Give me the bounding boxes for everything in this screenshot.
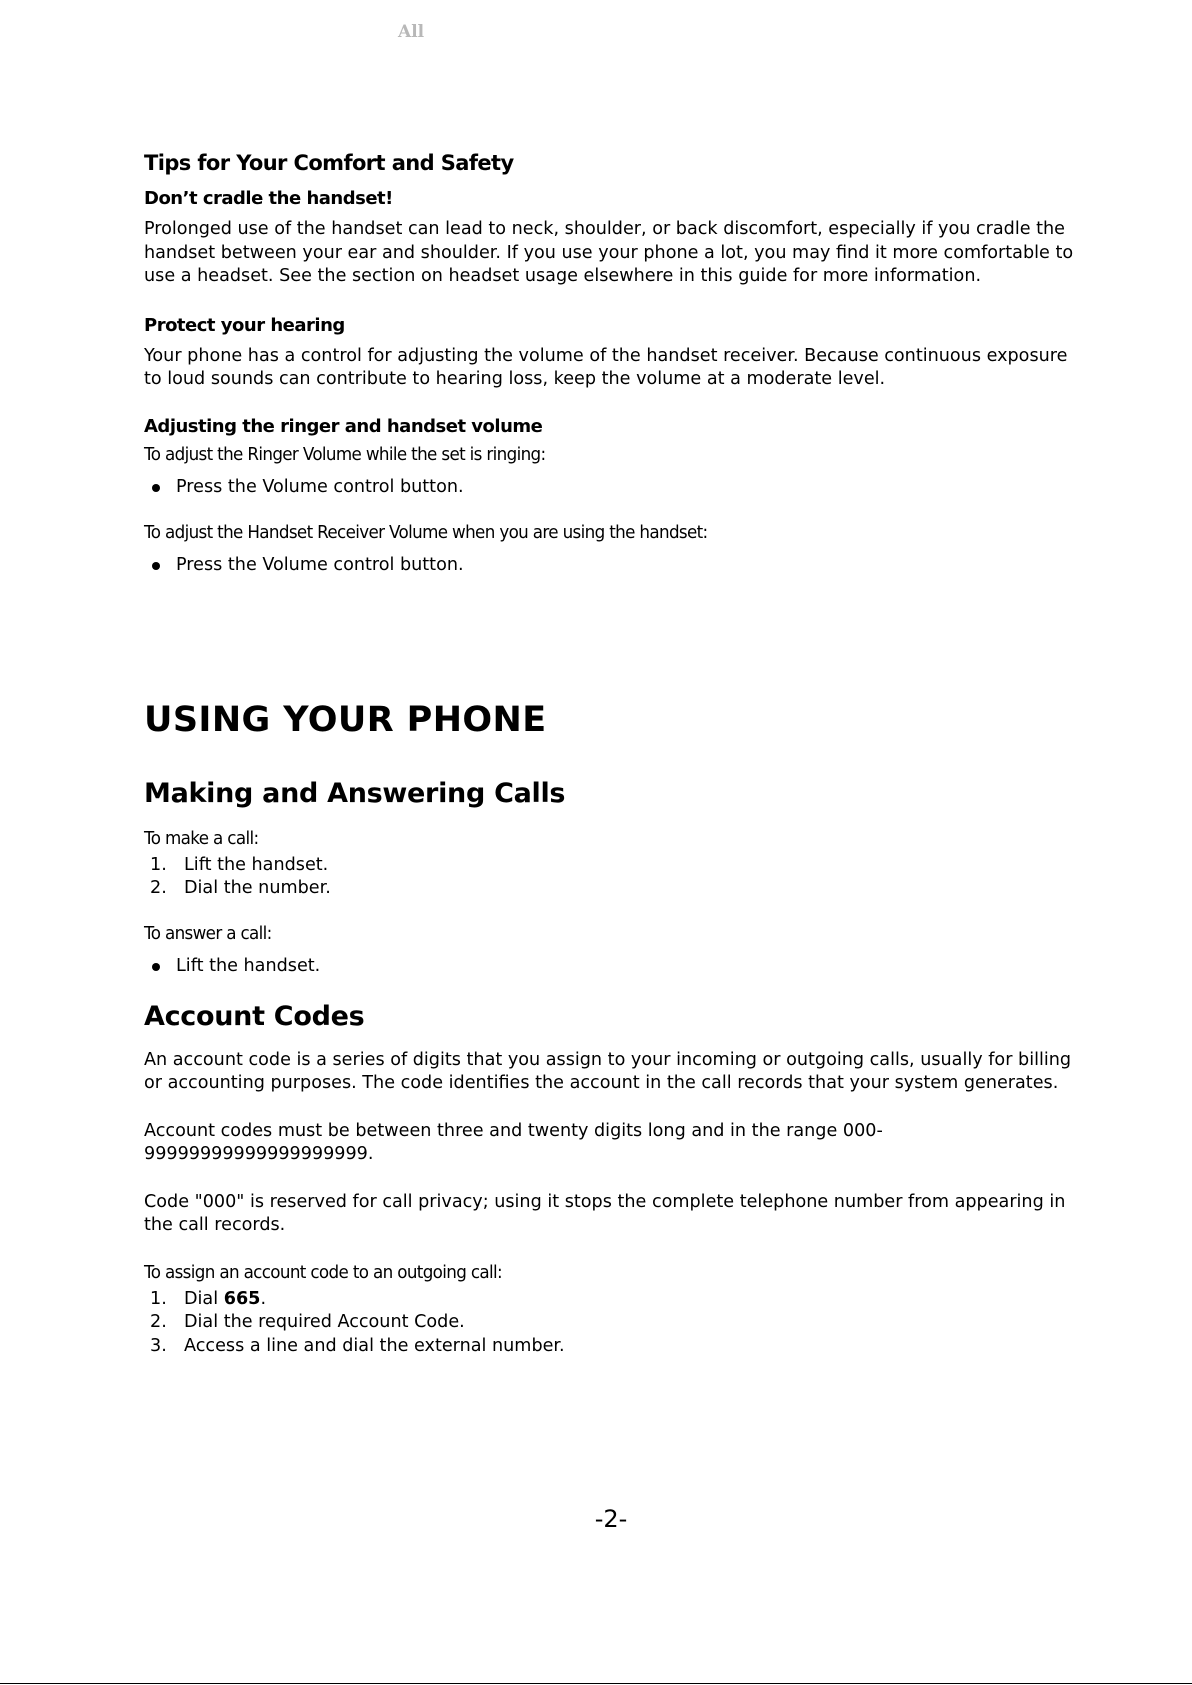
step-text: Dial the required Account Code. xyxy=(184,1312,465,1332)
receiver-steps xyxy=(144,552,1074,578)
header-mark: All xyxy=(398,22,425,42)
account-codes-p3: Code "000" is reserved for call privacy; using it stops the complete telephone number from appearing in the call records. xyxy=(144,1191,1066,1235)
list-item: Press the Volume control button. xyxy=(144,474,1074,500)
step-number: 3. xyxy=(150,1335,167,1356)
account-codes-title: Account Codes xyxy=(144,1000,365,1032)
step-number: 1. xyxy=(150,1288,167,1309)
account-codes-p1: An account code is a series of digits that you assign to your incoming or outgoing calls, usually for billing or accounting purposes. The code identifies the account in the call records that your system generates. xyxy=(144,1049,1072,1093)
list-item xyxy=(144,1335,1074,1359)
step-text: Dial the number. xyxy=(184,878,331,898)
make-call-intro: To make a call: xyxy=(144,827,259,849)
receiver-intro: To adjust the Handset Receiver Volume when you are using the handset: xyxy=(144,521,708,543)
make-call-steps xyxy=(144,854,1074,901)
dial-code: 665 xyxy=(223,1288,261,1309)
assign-code-steps xyxy=(144,1288,1074,1359)
step-number: 2. xyxy=(150,1312,167,1332)
list-item: Press the Volume control button. xyxy=(144,552,1074,578)
list-item: Lift the handset. xyxy=(144,953,1074,979)
tips-title: Tips for Your Comfort and Safety xyxy=(144,151,514,175)
answer-call-steps xyxy=(144,953,1074,979)
hearing-heading: Protect your hearing xyxy=(144,314,345,336)
list-item xyxy=(144,1311,1074,1335)
list-item xyxy=(144,877,1074,901)
bottom-rule xyxy=(0,1683,1192,1684)
page-content xyxy=(144,148,1074,1358)
hearing-body: Your phone has a control for adjusting the volume of the handset receiver. Because continuous exposure to loud sounds can contribute to hearing loss, keep the volume at a moderate level. xyxy=(144,345,1068,389)
step-text: Access a line and dial the external number. xyxy=(184,1335,565,1356)
using-title: USING YOUR PHONE xyxy=(144,699,547,740)
step-text: Lift the handset. xyxy=(184,854,329,875)
assign-code-intro: To assign an account code to an outgoing call: xyxy=(144,1261,503,1283)
step-number: 2. xyxy=(150,878,167,898)
cradle-heading: Don’t cradle the handset! xyxy=(144,188,393,209)
step-text: . xyxy=(260,1288,267,1309)
ringer-steps xyxy=(144,474,1074,500)
step-text: Dial xyxy=(184,1288,224,1309)
list-item xyxy=(144,1288,1074,1312)
step-number: 1. xyxy=(150,854,167,875)
answer-call-intro: To answer a call: xyxy=(144,922,272,944)
calls-title: Making and Answering Calls xyxy=(144,777,566,809)
account-codes-p2: Account codes must be between three and twenty digits long and in the range 000-99999999999999999999. xyxy=(144,1120,883,1164)
page-number: -2- xyxy=(594,1505,628,1533)
volume-heading: Adjusting the ringer and handset volume xyxy=(144,415,543,437)
ringer-intro: To adjust the Ringer Volume while the set is ringing: xyxy=(144,443,546,465)
list-item xyxy=(144,854,1074,878)
cradle-body: Prolonged use of the handset can lead to neck, shoulder, or back discomfort, especially if you cradle the handset between your ear and shoulder. If you use your phone a lot, you may find it more comfortable to use a headset. See the section on headset usage elsewhere in this guide for more information. xyxy=(144,219,1074,286)
